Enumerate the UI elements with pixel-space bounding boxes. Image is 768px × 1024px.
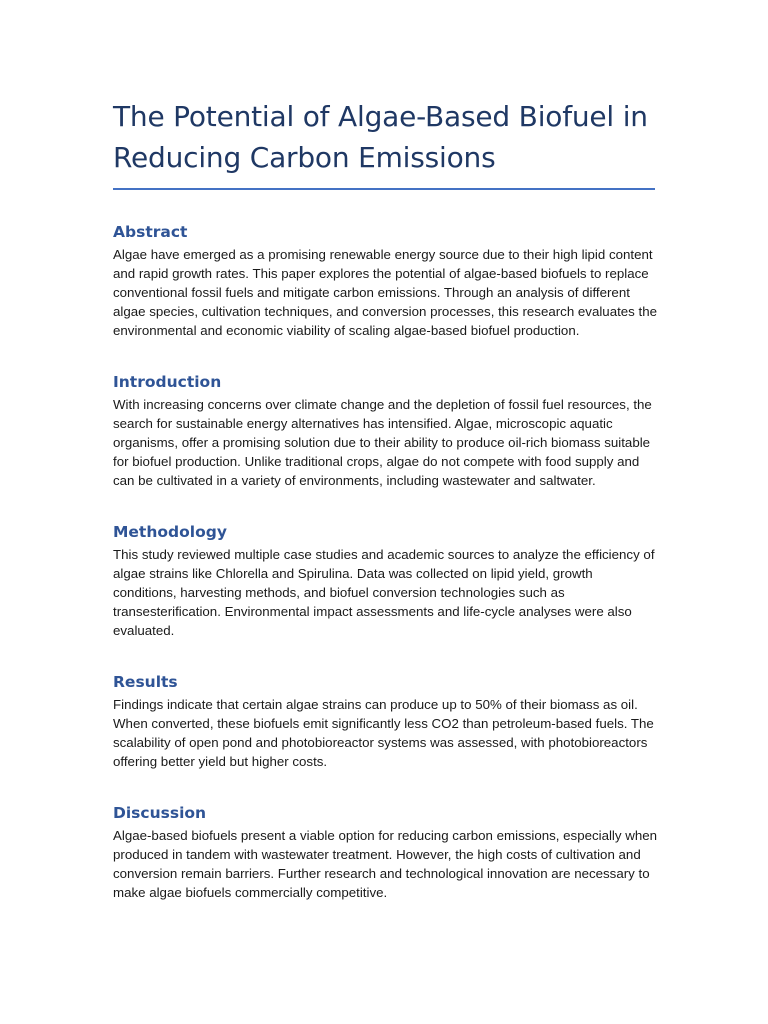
section-heading-discussion: Discussion bbox=[113, 804, 207, 822]
section-heading-introduction: Introduction bbox=[113, 373, 222, 391]
section-abstract bbox=[113, 222, 658, 340]
section-body-results: Findings indicate that certain algae strains can produce up to 50% of their biomass as oil. When converted, these biofuels emit significantly less CO2 than petroleum-based fuels. The scalability of open pond and photobioreactor systems was assessed, with photobioreactors offering better yield but higher costs. bbox=[113, 697, 654, 769]
section-heading-results: Results bbox=[113, 673, 178, 691]
document-page bbox=[113, 96, 658, 902]
section-heading-abstract: Abstract bbox=[113, 223, 188, 241]
section-discussion bbox=[113, 803, 658, 902]
section-body-introduction: With increasing concerns over climate change and the depletion of fossil fuel resources, the search for sustainable energy alternatives has intensified. Algae, microscopic aquatic organisms, offer a promising solution due to their ability to produce oil-rich biomass suitable for biofuel production. Unlike traditional crops, algae do not compete with food supply and can be cultivated in a variety of environments, including wastewater and saltwater. bbox=[113, 397, 652, 488]
section-introduction bbox=[113, 372, 658, 490]
title-underline bbox=[113, 188, 655, 190]
section-body-methodology: This study reviewed multiple case studies and academic sources to analyze the efficiency of algae strains like Chlorella and Spirulina. Data was collected on lipid yield, growth conditions, harvesting methods, and biofuel conversion technologies such as transesterification. Environmental impact assessments and life-cycle analyses were also evaluated. bbox=[113, 547, 655, 638]
section-methodology bbox=[113, 522, 658, 640]
document-title: The Potential of Algae-Based Biofuel in Reducing Carbon Emissions bbox=[113, 100, 648, 174]
section-body-abstract: Algae have emerged as a promising renewable energy source due to their high lipid content and rapid growth rates. This paper explores the potential of algae-based biofuels to replace conventional fossil fuels and mitigate carbon emissions. Through an analysis of different algae species, cultivation techniques, and conversion processes, this research evaluates the environmental and economic viability of scaling algae-based biofuel production. bbox=[113, 247, 658, 338]
section-body-discussion: Algae-based biofuels present a viable option for reducing carbon emissions, especially when produced in tandem with wastewater treatment. However, the high costs of cultivation and conversion remain barriers. Further research and technological innovation are necessary to make algae biofuels commercially competitive. bbox=[113, 828, 658, 900]
section-results bbox=[113, 672, 658, 771]
section-heading-methodology: Methodology bbox=[113, 523, 227, 541]
